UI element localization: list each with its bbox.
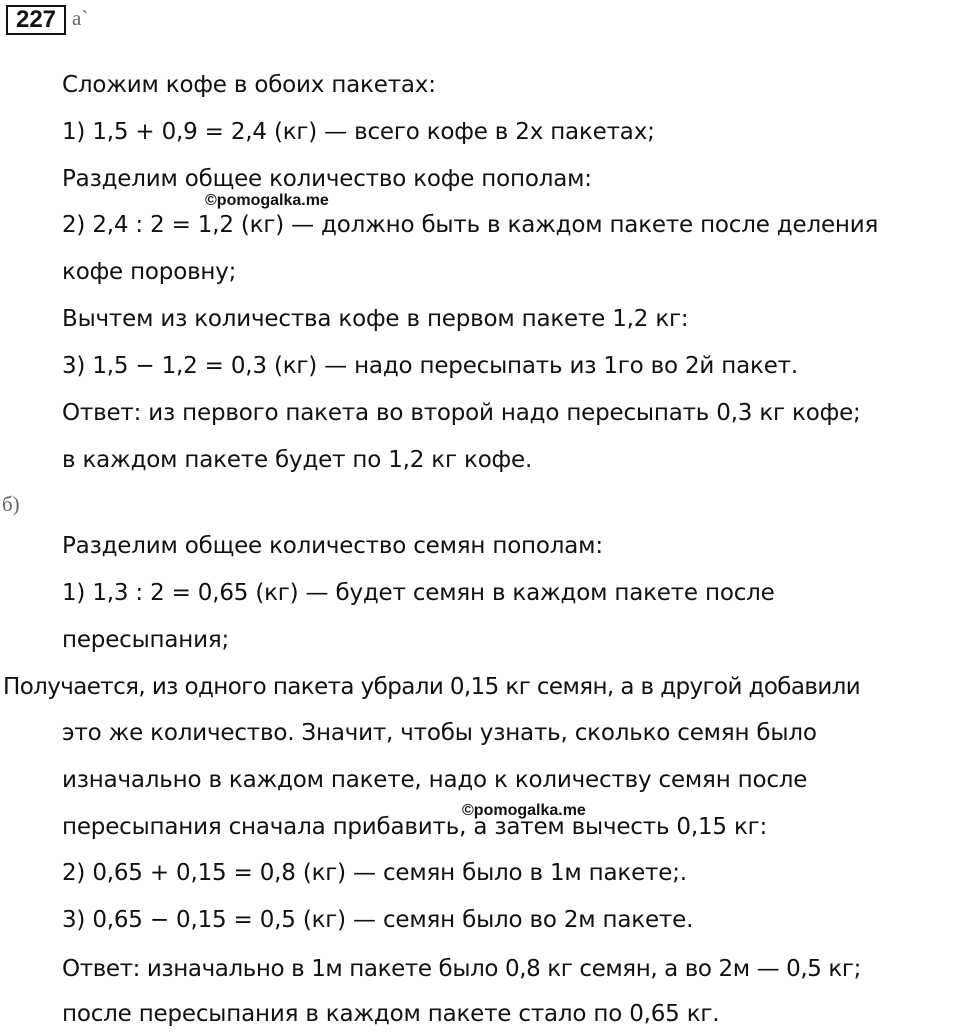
text-line: пересыпания; <box>62 627 230 653</box>
text-line: 1) 1,5 + 0,9 = 2,4 (кг) — всего кофе в 2х пакетах; <box>62 119 655 145</box>
text-line: Разделим общее количество семян пополам: <box>62 533 603 559</box>
text-line: 2) 0,65 + 0,15 = 0,8 (кг) — семян было в 1м пакете;. <box>62 860 687 886</box>
part-b-label: б) <box>2 492 20 516</box>
text-line: после пересыпания в каждом пакете стало по 0,65 кг. <box>62 1001 720 1027</box>
part-a-label: а` <box>72 6 89 30</box>
text-line: кофе поровну; <box>62 259 237 285</box>
text-line: это же количество. Значит, чтобы узнать, сколько семян было <box>62 720 817 746</box>
text-line: пересыпания сначала прибавить, а затем вычесть 0,15 кг: <box>62 814 768 840</box>
text-line: Ответ: изначально в 1м пакете было 0,8 кг семян, а во 2м — 0,5 кг; <box>62 956 861 982</box>
text-line: Вычтем из количества кофе в первом пакете 1,2 кг: <box>62 306 689 332</box>
text-line: Сложим кофе в обоих пакетах: <box>62 72 436 98</box>
watermark: ©pomogalka.me <box>205 192 329 209</box>
text-line: 3) 1,5 − 1,2 = 0,3 (кг) — надо пересыпать из 1го во 2й пакет. <box>62 353 798 379</box>
text-line: Ответ: из первого пакета во второй надо пересыпать 0,3 кг кофе; <box>62 400 861 426</box>
text-line: 1) 1,3 : 2 = 0,65 (кг) — будет семян в каждом пакете после <box>62 580 775 606</box>
text-line: Разделим общее количество кофе пополам: <box>62 166 592 192</box>
watermark: ©pomogalka.me <box>462 802 586 819</box>
text-line: 2) 2,4 : 2 = 1,2 (кг) — должно быть в каждом пакете после деления <box>62 212 879 238</box>
text-line: в каждом пакете будет по 1,2 кг кофе. <box>62 447 533 473</box>
text-line: 3) 0,65 − 0,15 = 0,5 (кг) — семян было во 2м пакете. <box>62 907 694 933</box>
task-number: 227 <box>6 5 66 35</box>
text-line: Получается, из одного пакета убрали 0,15 кг семян, а в другой добавили <box>3 674 861 700</box>
text-line: изначально в каждом пакете, надо к количеству семян после <box>62 767 808 793</box>
